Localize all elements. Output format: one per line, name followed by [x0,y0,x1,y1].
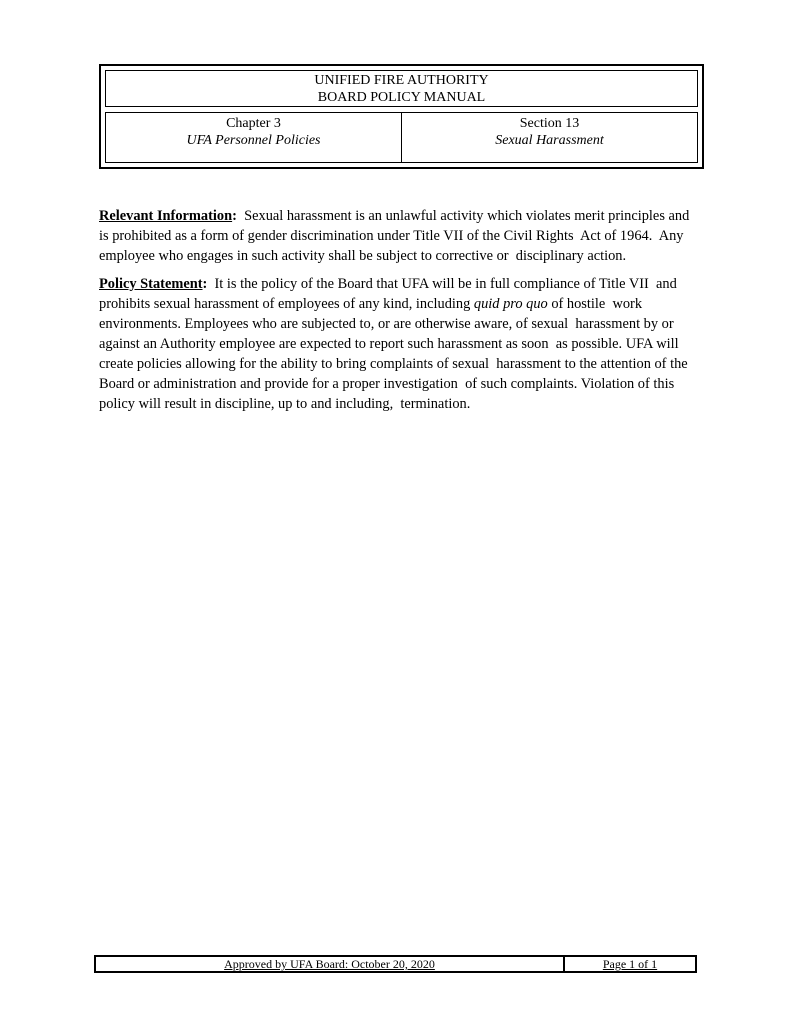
manual-name: BOARD POLICY MANUAL [317,90,486,105]
policy-statement-label: Policy Statement [99,276,203,292]
policy-statement-italic: quid pro quo [473,296,548,312]
header-title-cell [105,70,698,107]
policy-statement-text-1: It is the policy of the Board that UFA will be in full compliance of Title VII and prohibits sexual harassment of employees of any kind, including [99,276,681,312]
chapter-number: Chapter 3 [226,116,281,131]
section-title: Sexual Harassment [495,133,604,148]
header-info-row [105,112,698,163]
chapter-cell [106,113,402,162]
policy-statement-paragraph [99,274,699,414]
document-body [99,206,699,422]
page-number: Page 1 of 1 [602,957,658,971]
relevant-information-paragraph [99,206,699,266]
chapter-title: UFA Personnel Policies [186,133,321,148]
policy-statement-text-2: of hostile work environments. Employees who are subjected to, or are otherwise aware, of sexual harassment by or against an Authority employee are expected to report such harassment as soon as possible. UFA will create policies allowing for the ability to bring complaints of sexual harassment to the attention of the Board or administration and provide for a proper investigation of such complaints. Violation of this policy will result in discipline, up to and including, termination. [99,296,692,412]
relevant-information-text: Sexual harassment is an unlawful activity which violates merit principles and is prohibited as a form of gender discrimination under Title VII of the Civil Rights Act of 1964. Any employee who engages in such activity shall be subject to corrective or disciplinary action. [99,208,693,264]
section-cell [402,113,697,162]
policy-statement-colon: : [202,276,208,292]
approval-date: Approved by UFA Board: October 20, 2020 [96,957,565,971]
section-number: Section 13 [519,116,580,131]
header-box [99,64,704,169]
org-name: UNIFIED FIRE AUTHORITY [314,73,489,88]
relevant-information-label: Relevant Information [99,208,233,224]
relevant-information-colon: : [232,208,237,224]
footer-box [94,955,697,973]
